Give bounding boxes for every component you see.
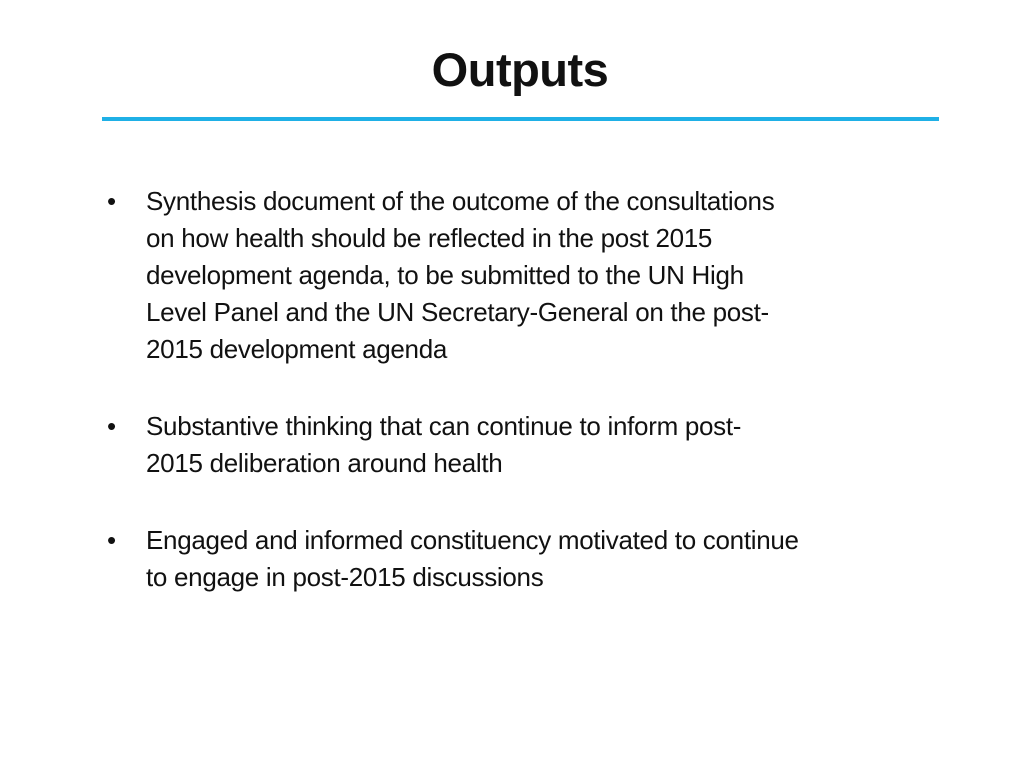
bullet-icon: • xyxy=(107,186,116,216)
bullet-line: Synthesis document of the outcome of the consultations xyxy=(146,186,775,216)
bullet-line: Level Panel and the UN Secretary-General on the post- xyxy=(146,297,769,327)
bullet-item xyxy=(102,522,972,596)
bullet-line: to engage in post-2015 discussions xyxy=(146,562,544,592)
bullet-line: 2015 deliberation around health xyxy=(146,448,503,478)
bullet-icon: • xyxy=(107,411,116,441)
bullet-line: 2015 development agenda xyxy=(146,334,448,364)
bullet-line: Substantive thinking that can continue to inform post- xyxy=(146,411,742,441)
bullet-item xyxy=(102,408,972,482)
slide-title: Outputs xyxy=(431,43,609,96)
title-divider xyxy=(102,117,939,121)
bullet-line: Engaged and informed constituency motivated to continue xyxy=(146,525,799,555)
bullet-line: on how health should be reflected in the post 2015 xyxy=(146,223,713,253)
bullet-icon: • xyxy=(107,525,116,555)
bullet-list xyxy=(102,183,972,596)
bullet-item xyxy=(102,183,972,368)
bullet-line: development agenda, to be submitted to the UN High xyxy=(146,260,744,290)
